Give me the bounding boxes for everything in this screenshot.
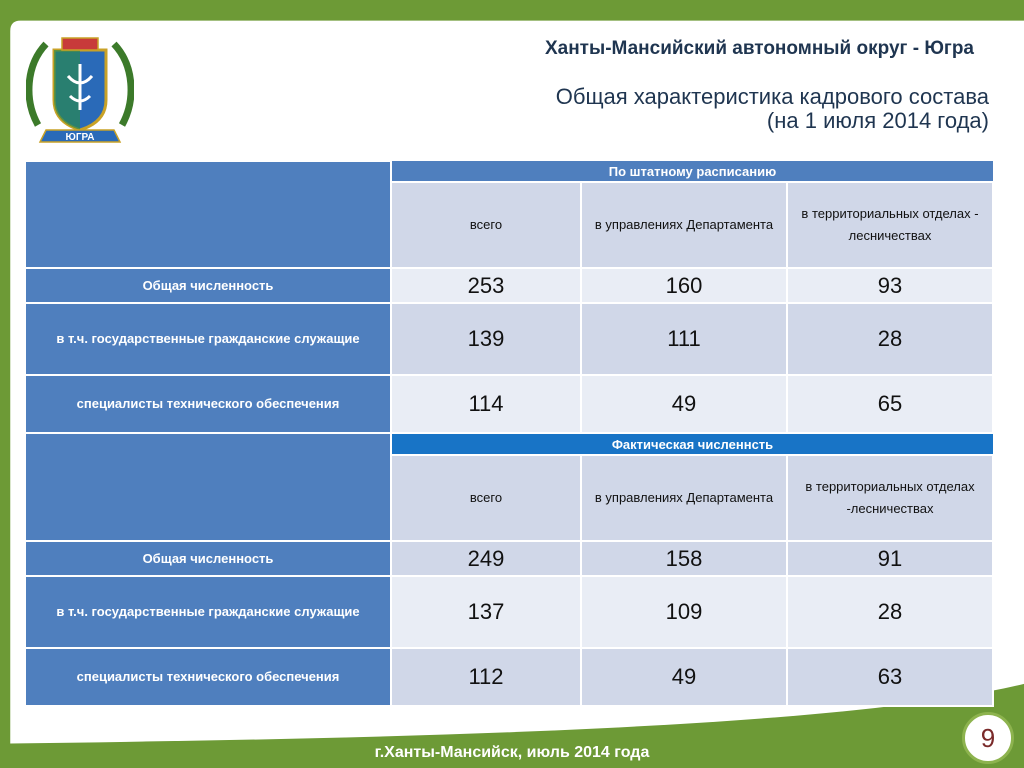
cell-value: 114: [391, 375, 581, 433]
slide-title-line2: (на 1 июля 2014 года): [766, 108, 989, 133]
cell-value: 139: [391, 303, 581, 375]
table1-col-total: всего: [391, 182, 581, 268]
cell-value: 93: [787, 268, 993, 303]
cell-value: 249: [391, 541, 581, 576]
staff-table: [24, 160, 994, 707]
cell-value: 109: [581, 576, 787, 648]
row-label: Общая численность: [25, 268, 391, 303]
cell-value: 253: [391, 268, 581, 303]
cell-value: 112: [391, 648, 581, 706]
cell-value: 63: [787, 648, 993, 706]
table2-col-total: всего: [391, 455, 581, 541]
slide-title-line1: Общая характеристика кадрового состава: [555, 84, 989, 109]
table-row: [25, 268, 993, 303]
table2-caption: Фактическая численнсть: [391, 433, 993, 455]
table2-col-forestries: в территориальных отделах -лесничествах: [787, 455, 993, 541]
cell-value: 160: [581, 268, 787, 303]
table1-col-departments: в управлениях Департамента: [581, 182, 787, 268]
cell-value: 111: [581, 303, 787, 375]
row-label: специалисты технического обеспечения: [25, 375, 391, 433]
table1-corner-cell: [25, 161, 391, 268]
table2-col-departments: в управлениях Департамента: [581, 455, 787, 541]
table-row: [25, 576, 993, 648]
row-label: специалисты технического обеспечения: [25, 648, 391, 706]
cell-value: 158: [581, 541, 787, 576]
coat-of-arms-emblem: [26, 30, 134, 152]
cell-value: 49: [581, 375, 787, 433]
table-row: [25, 541, 993, 576]
table1-caption: По штатному расписанию: [391, 161, 993, 182]
table-row: [25, 648, 993, 706]
table2-corner-cell: [25, 433, 391, 541]
footer-text: г.Ханты-Мансийск, июль 2014 года: [374, 744, 650, 761]
cell-value: 49: [581, 648, 787, 706]
row-label: в т.ч. государственные гражданские служащие: [25, 576, 391, 648]
cell-value: 91: [787, 541, 993, 576]
table1-col-forestries: в территориальных отделах - лесничествах: [787, 182, 993, 268]
cell-value: 65: [787, 375, 993, 433]
row-label: в т.ч. государственные гражданские служащие: [25, 303, 391, 375]
svg-text:ЮГРА: ЮГРА: [65, 132, 95, 143]
table-row: [25, 375, 993, 433]
cell-value: 28: [787, 303, 993, 375]
table-row: [25, 303, 993, 375]
cell-value: 137: [391, 576, 581, 648]
region-title: Ханты-Мансийский автономный округ - Югра: [544, 38, 974, 59]
page-number: 9: [962, 712, 1014, 764]
row-label: Общая численность: [25, 541, 391, 576]
cell-value: 28: [787, 576, 993, 648]
